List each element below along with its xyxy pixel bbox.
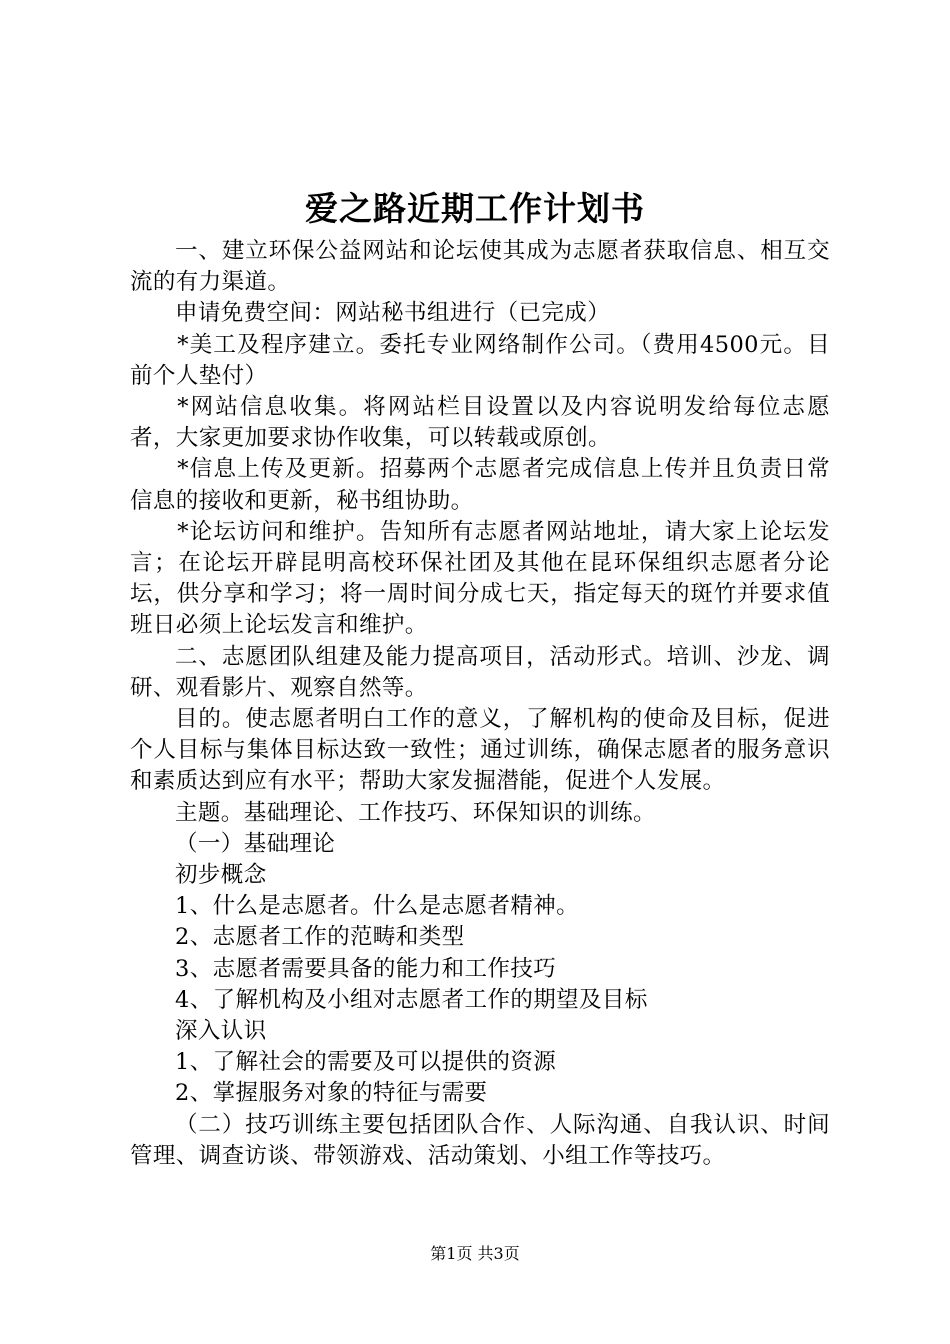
list-item: 2、志愿者工作的范畴和类型: [175, 924, 465, 951]
paragraph-apply-space: 申请免费空间：网站秘书组进行（已完成）: [175, 300, 611, 327]
paragraph-skills-training: （二）技巧训练主要包括团队合作、人际沟通、自我认识、时间管理、调查访谈、带领游戏、活动策划、小组工作等技巧。: [130, 1111, 830, 1169]
list-item: 3、志愿者需要具备的能力和工作技巧: [175, 955, 557, 982]
paragraph-info-collect: *网站信息收集。将网站栏目设置以及内容说明发给每位志愿者，大家更加要求协作收集，可以转载或原创。: [130, 394, 830, 452]
list-item: 1、什么是志愿者。什么是志愿者精神。: [175, 893, 580, 920]
paragraph-purpose: 目的。使志愿者明白工作的意义，了解机构的使命及目标，促进个人目标与集体目标达致一致性；通过训练，确保志愿者的服务意识和素质达到应有水平；帮助大家发掘潜能，促进个人发展。: [130, 706, 830, 795]
paragraph-section-2: 二、志愿团队组建及能力提高项目，活动形式。培训、沙龙、调研、观看影片、观察自然等。: [130, 643, 830, 701]
heading-initial-concept: 初步概念: [175, 862, 267, 889]
list-item: 1、了解社会的需要及可以提供的资源: [175, 1049, 557, 1076]
paragraph-info-upload: *信息上传及更新。招募两个志愿者完成信息上传并且负责日常信息的接收和更新，秘书组协助。: [130, 456, 830, 514]
paragraph-forum-maintain: *论坛访问和维护。告知所有志愿者网站地址，请大家上论坛发言；在论坛开辟昆明高校环保社团及其他在昆环保组织志愿者分论坛，供分享和学习；将一周时间分成七天，指定每天的斑竹并要求值班日必须上论坛发言和维护。: [130, 518, 830, 639]
heading-deep-understanding: 深入认识: [175, 1018, 267, 1045]
document-title: 爱之路近期工作计划书: [305, 189, 645, 228]
page-footer: 第1页 共3页: [430, 1244, 520, 1263]
heading-basic-theory: （一）基础理论: [175, 830, 336, 857]
paragraph-theme: 主题。基础理论、工作技巧、环保知识的训练。: [175, 799, 656, 826]
paragraph-art-program: *美工及程序建立。委托专业网络制作公司。（费用4500元。目前个人垫付）: [130, 331, 830, 389]
document-body: [130, 236, 830, 1172]
list-item: 4、了解机构及小组对志愿者工作的期望及目标: [175, 986, 648, 1013]
paragraph-section-1: 一、建立环保公益网站和论坛使其成为志愿者获取信息、相互交流的有力渠道。: [130, 238, 830, 296]
list-item: 2、掌握服务对象的特征与需要: [175, 1080, 488, 1107]
